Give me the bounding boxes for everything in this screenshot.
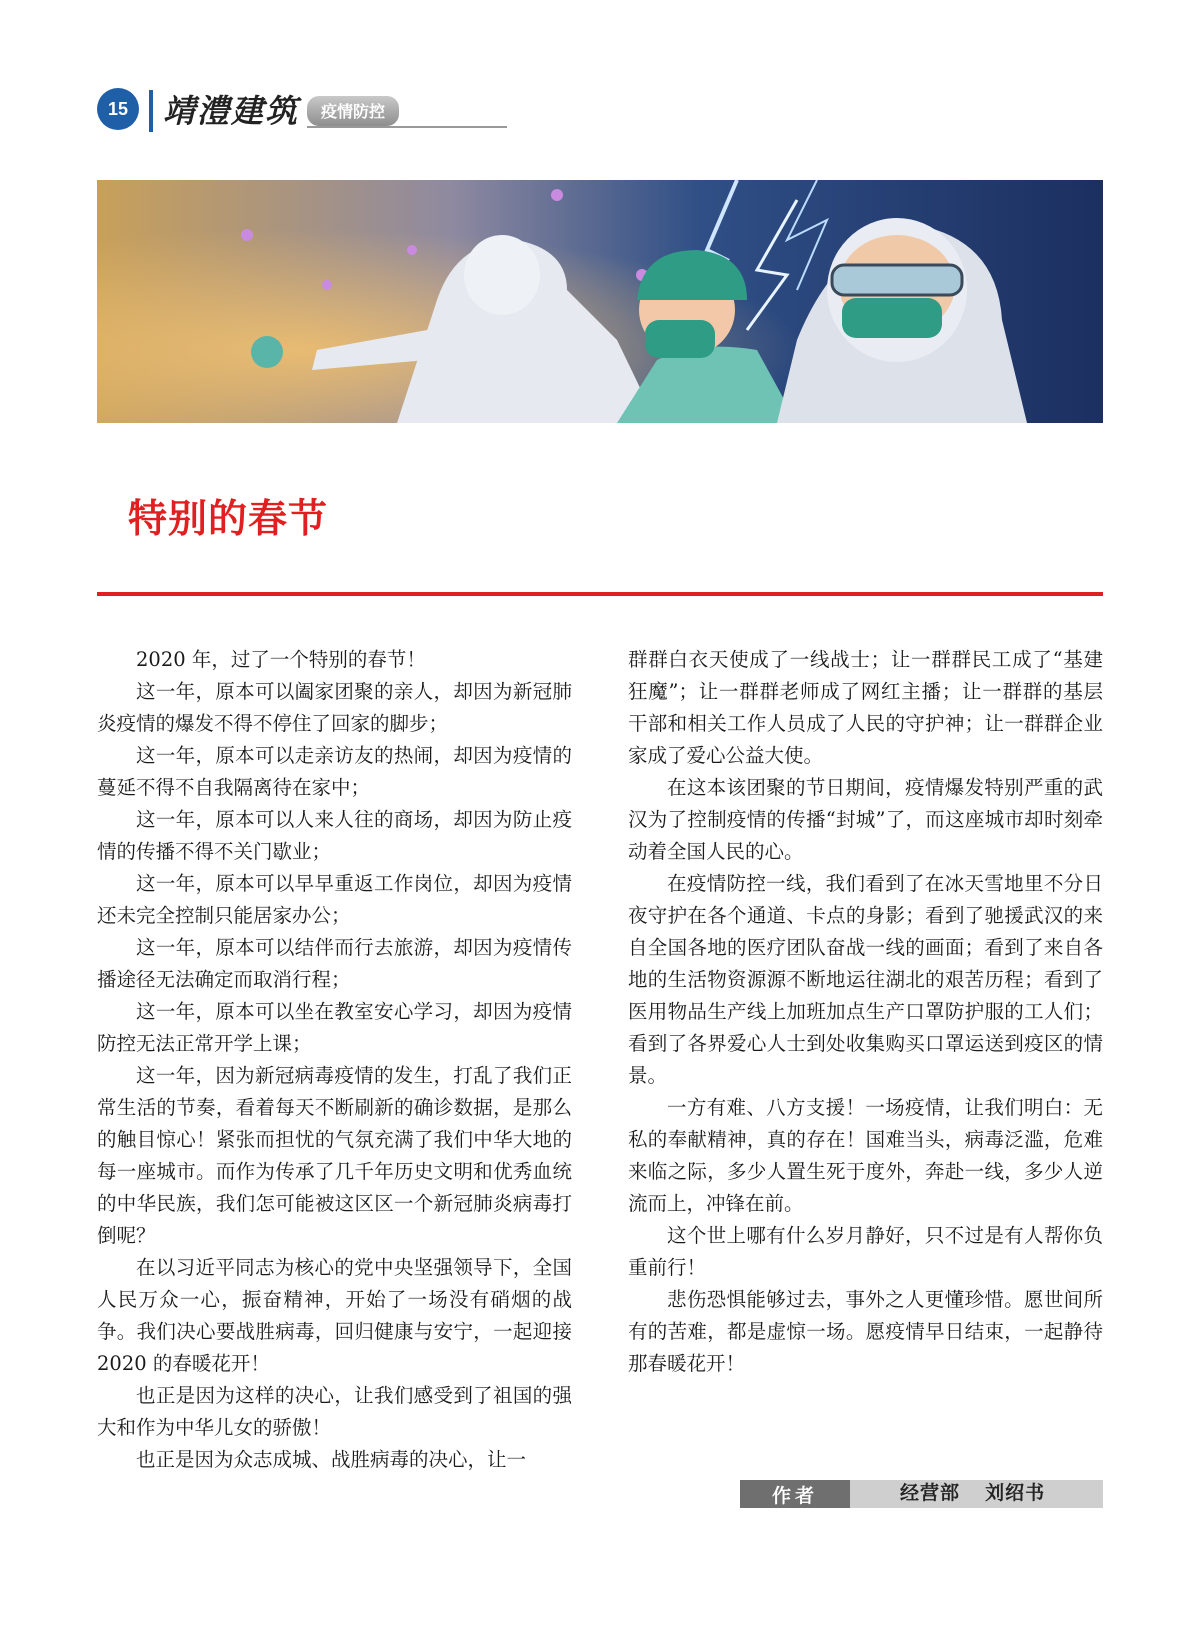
article-title: 特别的春节 bbox=[128, 497, 329, 542]
hero-illustration bbox=[97, 180, 1103, 423]
article-column-right bbox=[628, 644, 1103, 1380]
page-header bbox=[97, 88, 497, 138]
paragraph: 这一年，原本可以早早重返工作岗位，却因为疫情还未完全控制只能居家办公； bbox=[97, 872, 572, 927]
paragraph: 悲伤恐惧能够过去，事外之人更懂珍惜。愿世间所有的苦难，都是虚惊一场。愿疫情早日结束，一起静待那春暖花开！ bbox=[628, 1288, 1103, 1375]
magazine-logo: 靖澧建筑 bbox=[163, 92, 300, 130]
paragraph: 也正是因为这样的决心，让我们感受到了祖国的强大和作为中华儿女的骄傲！ bbox=[97, 1384, 572, 1439]
paragraph: 这个世上哪有什么岁月静好，只不过是有人帮你负重前行！ bbox=[628, 1224, 1103, 1279]
title-rule bbox=[97, 592, 1103, 596]
header-divider bbox=[149, 90, 153, 132]
medical-workers-illustration-icon bbox=[97, 180, 1103, 423]
section-tag-underline bbox=[307, 126, 507, 128]
paragraph: 群群白衣天使成了一线战士；让一群群民工成了“基建狂魔”；让一群群老师成了网红主播；让一群群的基层干部和相关工作人员成了人民的守护神；让一群群企业家成了爱心公益大使。 bbox=[628, 648, 1103, 767]
paragraph: 在这本该团聚的节日期间，疫情爆发特别严重的武汉为了控制疫情的传播“封城”了，而这座城市却时刻牵动着全国人民的心。 bbox=[628, 776, 1103, 863]
paragraph: 这一年，原本可以结伴而行去旅游，却因为疫情传播途径无法确定而取消行程； bbox=[97, 936, 572, 991]
section-tag: 疫情防控 bbox=[307, 96, 399, 126]
paragraph: 在疫情防控一线，我们看到了在冰天雪地里不分日夜守护在各个通道、卡点的身影；看到了驰援武汉的来自全国各地的医疗团队奋战一线的画面；看到了来自各地的生活物资源源不断地运往湖北的艰苦历程；看到了医用物品生产线上加班加点生产口罩防护服的工人们；看到了各界爱心人士到处收集购买口罩运送到疫区的情景。 bbox=[628, 872, 1103, 1087]
paragraph: 这一年，原本可以人来人往的商场，却因为防止疫情的传播不得不关门歇业； bbox=[97, 808, 572, 863]
paragraph: 这一年，因为新冠病毒疫情的发生，打乱了我们正常生活的节奏，看着每天不断刷新的确诊数据，是那么的触目惊心！紧张而担忧的气氛充满了我们中华大地的每一座城市。而作为传承了几千年历史文明和优秀血统的中华民族，我们怎可能被这区区一个新冠肺炎病毒打倒呢？ bbox=[97, 1064, 572, 1247]
paragraph: 这一年，原本可以阖家团聚的亲人，却因为新冠肺炎疫情的爆发不得不停住了回家的脚步； bbox=[97, 680, 572, 735]
author-name: 经营部 刘绍书 bbox=[900, 1483, 1046, 1504]
paragraph: 这一年，原本可以坐在教室安心学习，却因为疫情防控无法正常开学上课； bbox=[97, 1000, 572, 1055]
author-bar bbox=[740, 1480, 1103, 1508]
page-number-badge: 15 bbox=[97, 88, 139, 130]
paragraph: 这一年，原本可以走亲访友的热闹，却因为疫情的蔓延不得不自我隔离待在家中； bbox=[97, 744, 572, 799]
article-column-left bbox=[97, 644, 572, 1476]
paragraph: 一方有难、八方支援！一场疫情，让我们明白：无私的奉献精神，真的存在！国难当头，病毒泛滥，危难来临之际，多少人置生死于度外，奔赴一线，多少人逆流而上，冲锋在前。 bbox=[628, 1096, 1103, 1215]
paragraph: 在以习近平同志为核心的党中央坚强领导下，全国人民万众一心，振奋精神，开始了一场没有硝烟的战争。我们决心要战胜病毒，回归健康与安宁，一起迎接 2020 的春暖花开！ bbox=[97, 1256, 572, 1375]
author-label: 作者 bbox=[740, 1480, 850, 1508]
paragraph: 也正是因为众志成城、战胜病毒的决心，让一 bbox=[136, 1448, 527, 1471]
paragraph: 2020 年，过了一个特别的春节！ bbox=[136, 648, 426, 671]
